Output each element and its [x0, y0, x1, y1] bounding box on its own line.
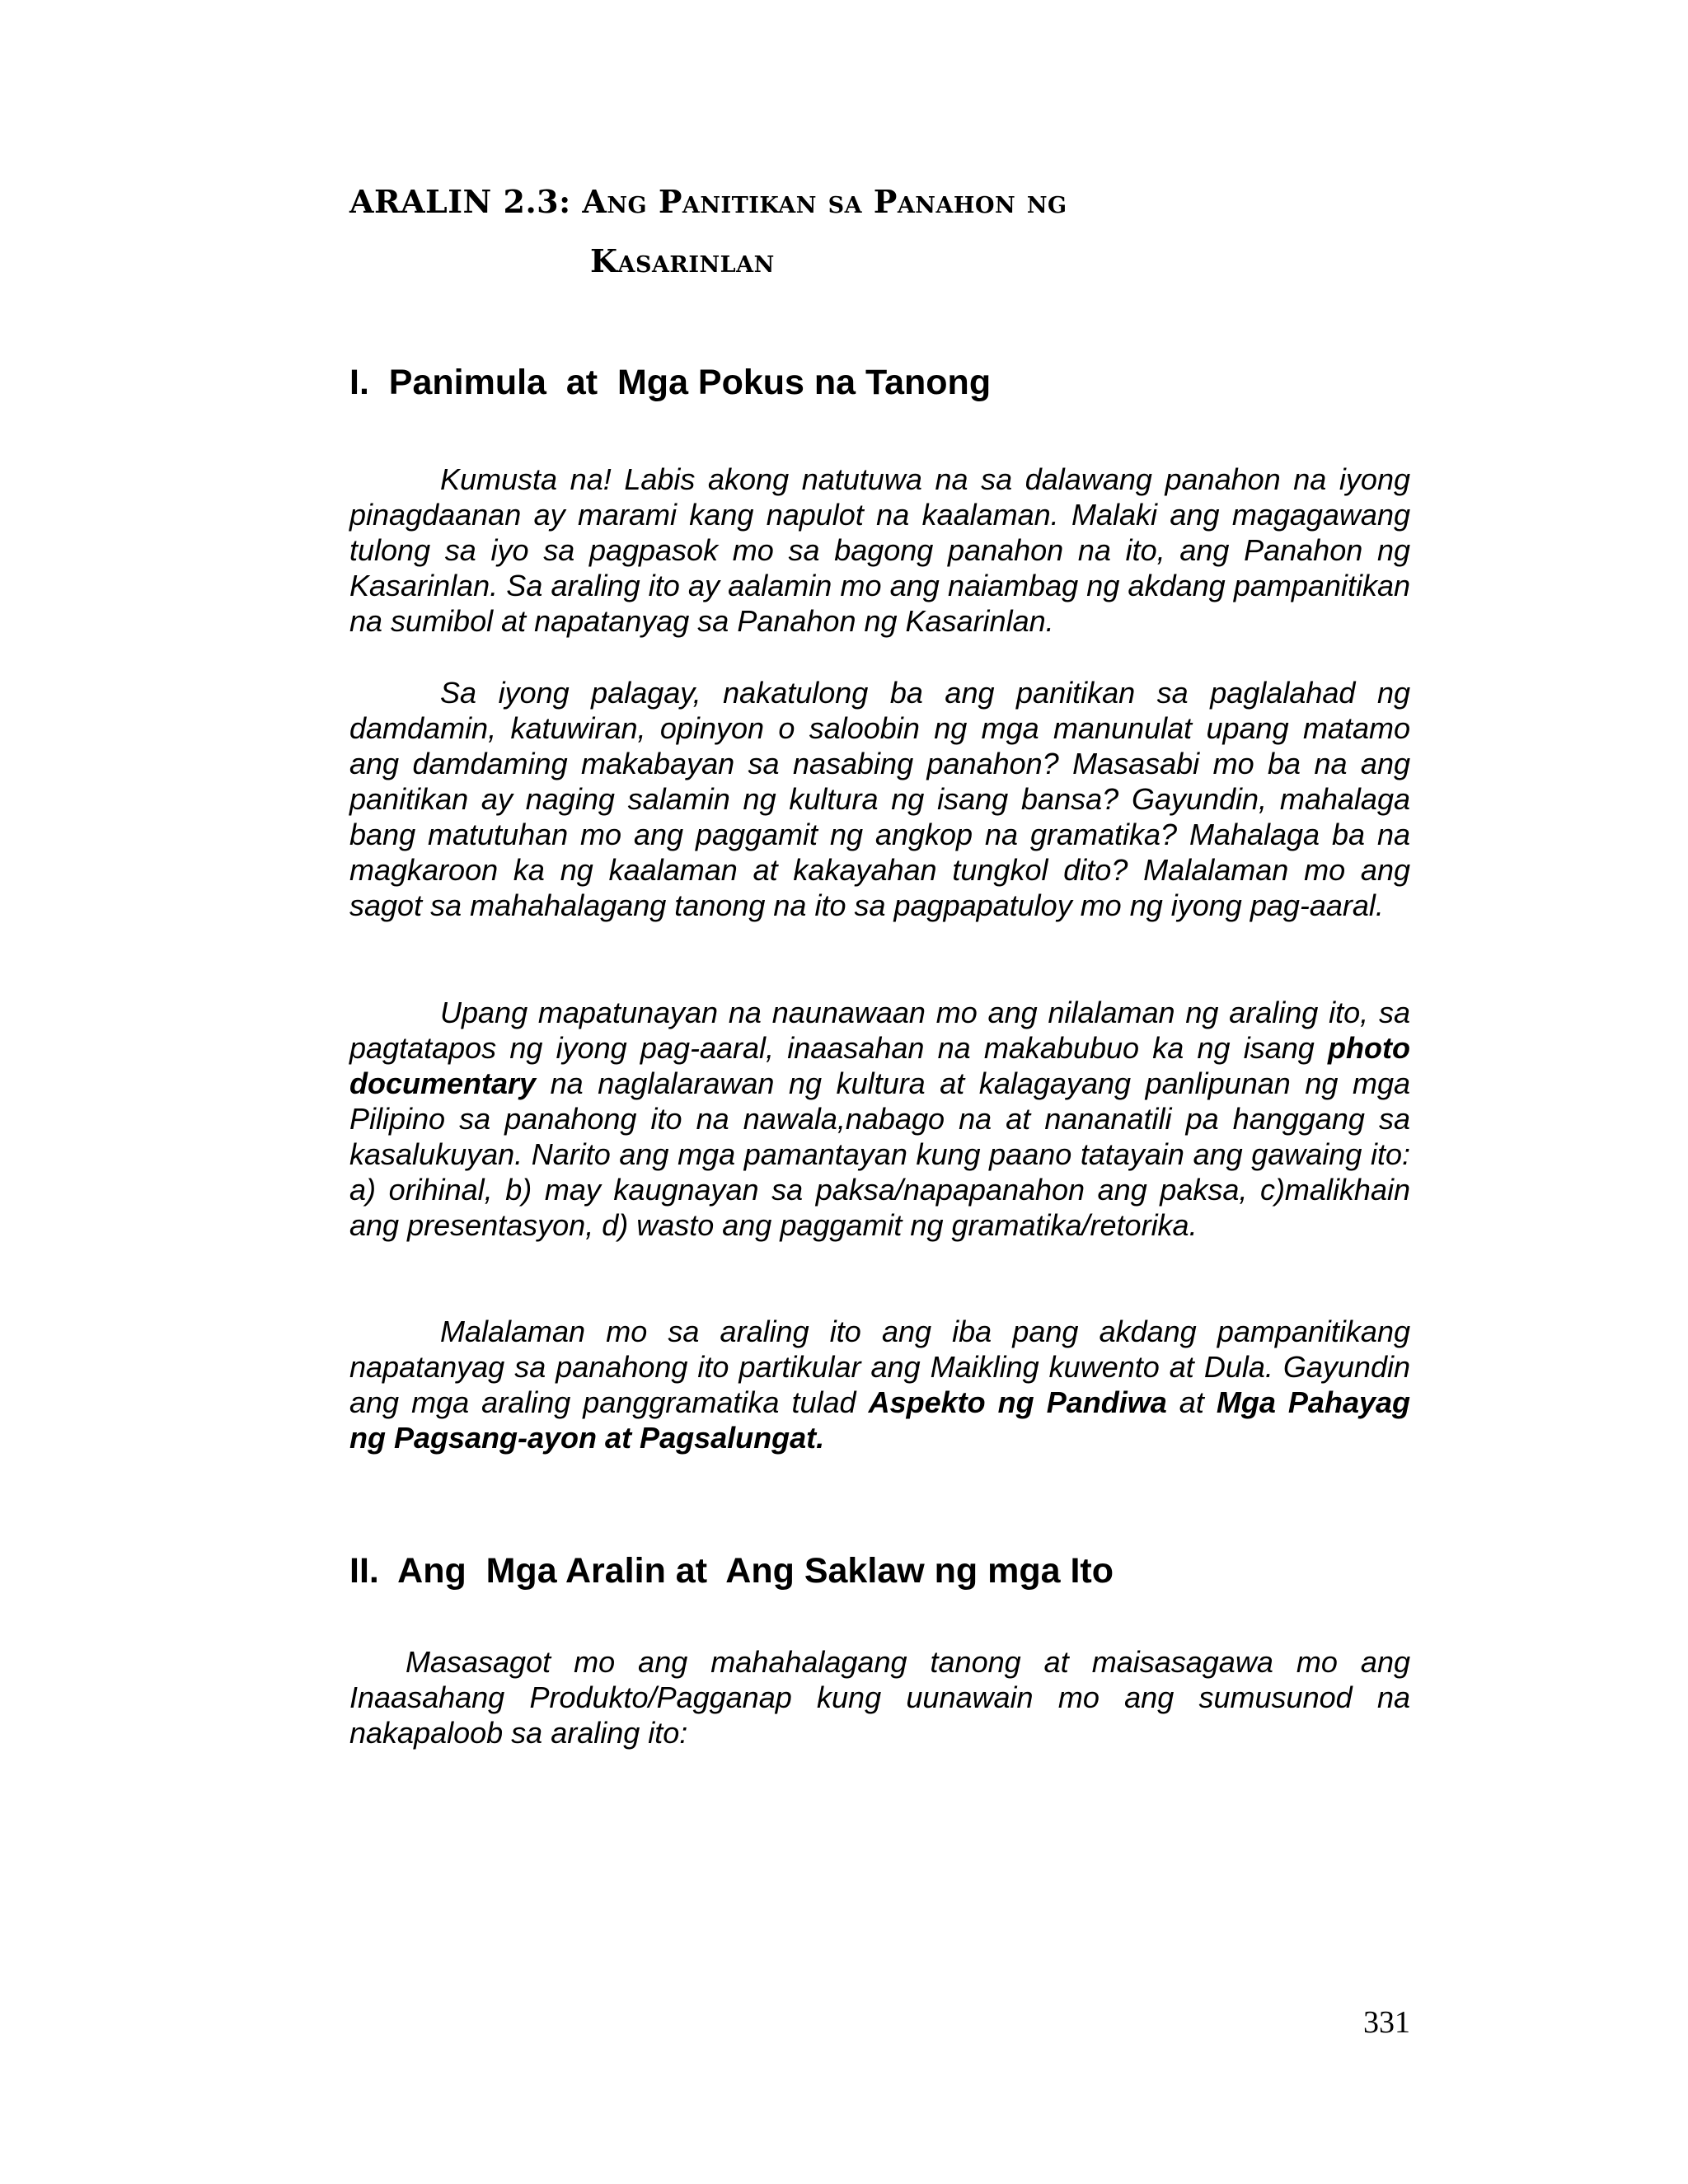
section1-body-2 — [349, 675, 1410, 923]
section2-paragraph1: Masasagot mo ang mahahalagang tanong at maisasagawa mo ang Inaasahang Produkto/Pagganap kung uunawain mo ang sumusunod na nakapaloob sa araling ito: — [349, 1645, 1410, 1750]
section2-body — [349, 1644, 1410, 1750]
lesson-title-line2: Kasarinlan — [590, 242, 775, 279]
section1-paragraph3 — [349, 995, 1410, 1243]
paragraph3-text-a: Upang mapatunayan na naunawaan mo ang nilalaman ng araling ito, sa pagtatapos ng iyong pag-aaral, inaasahan na makabubuo ka ng isang — [349, 996, 1410, 1065]
section1-paragraph2: Sa iyong palagay, nakatulong ba ang panitikan sa paglalahad ng damdamin, katuwiran, opinyon o saloobin ng mga manunulat upang matamo ang damdaming makabayan sa nasabing panahon? Masasabi mo ba na ang panitikan ay naging salamin ng kultura ng isang bansa? Gayundin, mahalaga bang matutuhan mo ang paggamit ng angkop na gramatika? Mahalaga ba na magkaroon ka ng kaalaman at kakayahan tungkol dito? Malalaman mo ang sagot sa mahahalagang tanong na ito sa pagpapatuloy mo ng iyong pag-aaral. — [349, 676, 1410, 922]
paragraph3-bold-term: photo documentary — [349, 1031, 1410, 1100]
section1-paragraph1: Kumusta na! Labis akong natutuwa na sa dalawang panahon na iyong pinagdaanan ay marami kang napulot na kaalaman. Malaki ang magagawang tulong sa iyo sa pagpasok mo sa bagong panahon na ito, ang Panahon ng Kasarinlan. Sa araling ito ay aalamin mo ang naiambag ng akdang pampanitikan na sumibol at napatanyag sa Panahon ng Kasarinlan. — [349, 462, 1410, 638]
section1-body — [349, 462, 1410, 639]
lesson-title-line1: ARALIN 2.3: Ang Panitikan sa Panahon ng — [349, 183, 1067, 220]
paragraph3-text-b: na naglalarawan ng kultura at kalagayang panlipunan ng mga Pilipino sa panahong ito na nawala,nabago na at nananatili pa hanggang sa kasalukuyan. Narito ang mga pamantayan kung paano tatayain ang gawaing ito: a) orihinal, b) may kaugnayan sa paksa/napapanahon ang paksa, c)malikhain ang presentasyon, d) wasto ang paggamit ng gramatika/retorika. — [349, 1066, 1410, 1242]
paragraph4-bold-term2: Mga Pahayag ng Pagsang-ayon at Pagsalungat. — [349, 1385, 1410, 1455]
section1-body-4 — [349, 1314, 1410, 1455]
section1-paragraph4 — [349, 1314, 1410, 1455]
section1-body-3 — [349, 995, 1410, 1243]
section2-heading: II. Ang Mga Aralin at Ang Saklaw ng mga Ito — [349, 1551, 1114, 1591]
page-number: 331 — [1363, 2005, 1410, 2040]
section1-heading: I. Panimula at Mga Pokus na Tanong — [349, 363, 992, 402]
paragraph4-text-a: Malalaman mo sa araling ito ang iba pang akdang pampanitikang napatanyag sa panahong ito partikular ang Maikling kuwento at Dula. Gayundin ang mga araling panggramatika tulad — [349, 1315, 1410, 1419]
paragraph4-text-b: at — [1166, 1385, 1217, 1419]
paragraph4-bold-term1: Aspekto ng Pandiwa — [868, 1385, 1167, 1419]
